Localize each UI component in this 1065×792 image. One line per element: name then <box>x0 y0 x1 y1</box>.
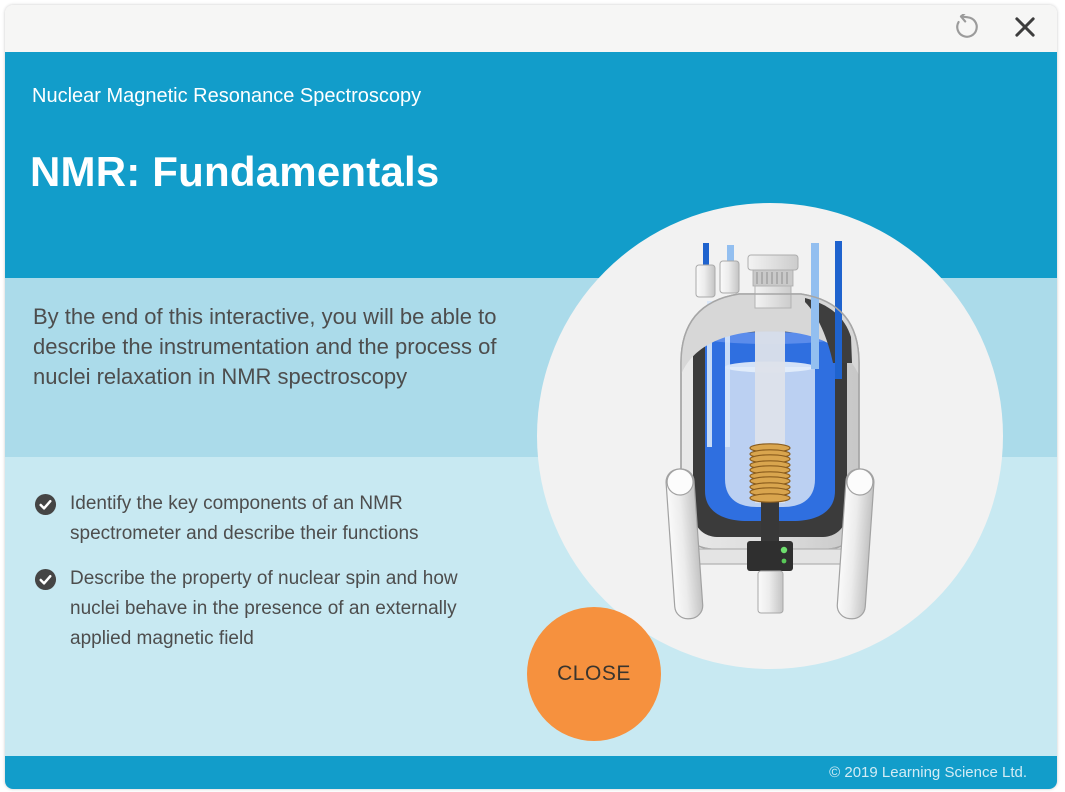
close-button[interactable] <box>527 607 661 741</box>
copyright-text: © 2019 Learning Science Ltd. <box>829 764 1027 781</box>
rf-coil <box>750 444 790 502</box>
nmr-spectrometer-illustration <box>663 241 877 625</box>
objective-text: Identify the key components of an NMR spectrometer and describe their functions <box>70 493 419 544</box>
close-button-label: CLOSE <box>557 662 631 685</box>
objective-text: Describe the property of nuclear spin and how nuclei behave in the presence of an externally applied magnetic field <box>70 568 458 649</box>
illustration-circle <box>537 203 1003 669</box>
topbar <box>5 5 1057 52</box>
close-window-button[interactable] <box>1009 13 1041 45</box>
page-title: NMR: Fundamentals <box>30 148 440 195</box>
intro-text: By the end of this interactive, you will be able to describe the instrumentation and the process of nuclei relaxation in NMR spectroscopy <box>33 304 497 389</box>
close-icon <box>1011 13 1039 44</box>
reset-icon <box>954 14 980 43</box>
probe-unit <box>747 541 793 613</box>
checkmark-icon <box>34 568 57 596</box>
interactive-window <box>5 5 1057 789</box>
reset-button[interactable] <box>951 13 983 45</box>
checkmark-icon <box>34 493 57 521</box>
course-subtitle: Nuclear Magnetic Resonance Spectroscopy <box>32 85 422 107</box>
footer <box>5 756 1057 789</box>
